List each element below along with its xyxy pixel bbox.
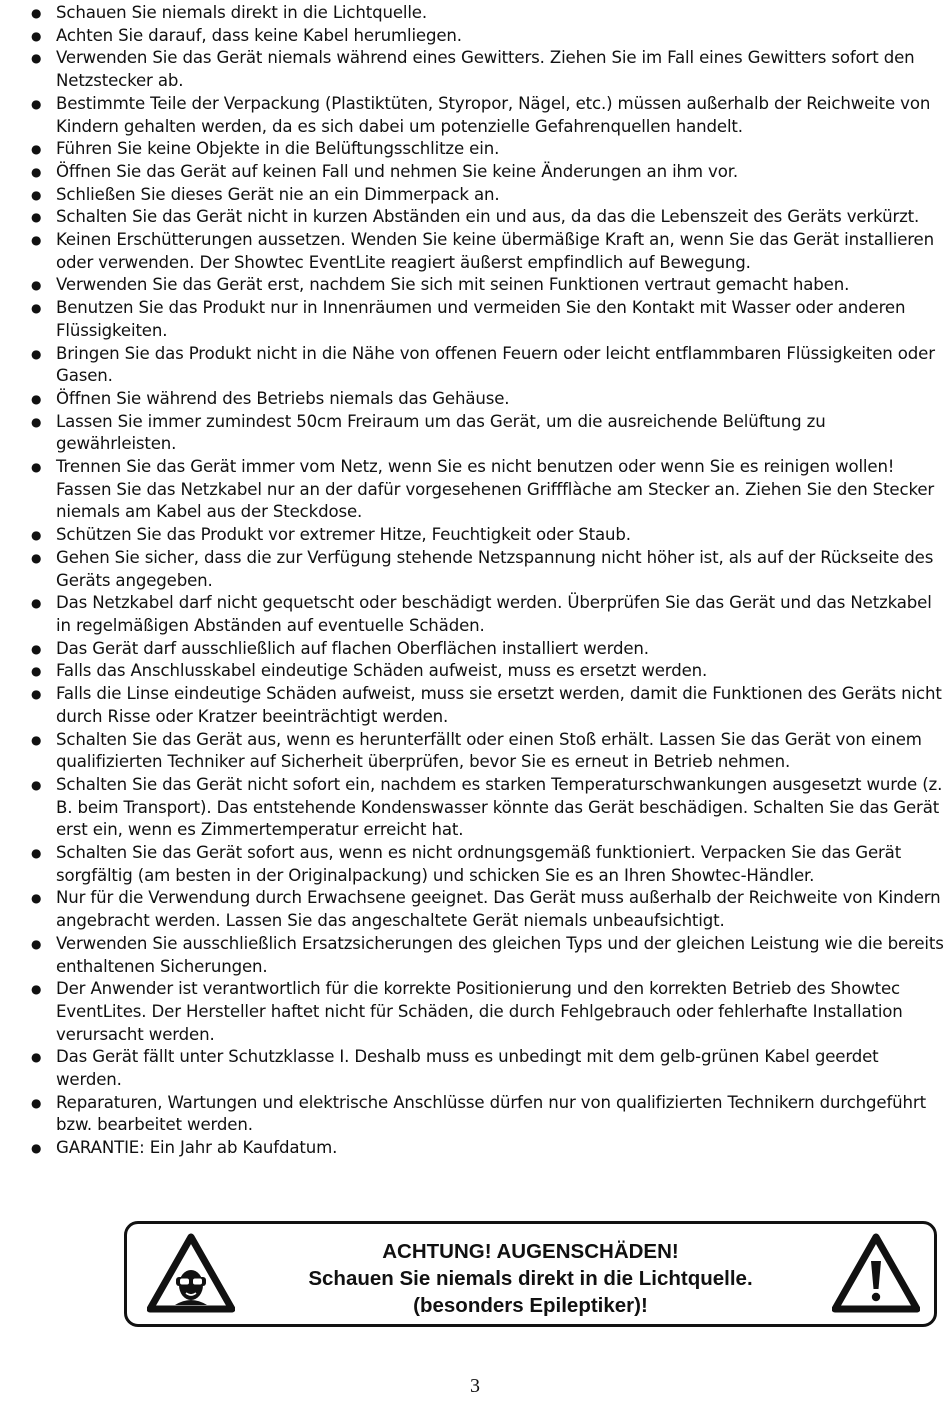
bullet-icon: ● bbox=[31, 460, 42, 475]
bullet-icon: ● bbox=[31, 1095, 42, 1110]
bullet-icon: ● bbox=[31, 6, 42, 20]
safety-item-text: Schauen Sie niemals direkt in die Lichtquelle. bbox=[56, 3, 427, 22]
safety-item-text: Achten Sie darauf, dass keine Kabel herumliegen. bbox=[56, 25, 462, 45]
safety-item-text: GARANTIE: Ein Jahr ab Kaufdatum. bbox=[56, 1138, 338, 1158]
bullet-icon: ● bbox=[31, 51, 42, 66]
safety-item-text: Schützen Sie das Produkt vor extremer Hitze, Feuchtigkeit oder Staub. bbox=[56, 525, 631, 545]
safety-item bbox=[30, 388, 944, 411]
bullet-icon: ● bbox=[31, 846, 42, 861]
safety-item bbox=[30, 683, 944, 728]
warning-line-3: (besonders Epileptiker)! bbox=[413, 1294, 648, 1317]
bullet-icon: ● bbox=[31, 550, 42, 565]
safety-item bbox=[30, 887, 944, 932]
safety-item-text: Reparaturen, Wartungen und elektrische Anschlüsse dürfen nur von qualifizierten Technikern durchgeführt bzw. bearbeitet werden. bbox=[56, 1092, 926, 1135]
safety-item-text: Verwenden Sie das Gerät erst, nachdem Sie sich mit seinen Funktionen vertraut gemacht haben. bbox=[56, 275, 850, 295]
safety-item bbox=[30, 411, 944, 456]
safety-item bbox=[30, 774, 944, 842]
safety-item-text: Bestimmte Teile der Verpackung (Plastiktüten, Styropor, Nägel, etc.) müssen außerhalb der Reichweite von Kindern gehalten werden, da es sich dabei um potenzielle Gefahrenquellen handelt. bbox=[56, 93, 931, 136]
safety-item bbox=[30, 47, 944, 92]
bullet-icon: ● bbox=[31, 687, 42, 702]
bullet-icon: ● bbox=[31, 982, 42, 997]
safety-item-text: Benutzen Sie das Produkt nur in Innenräumen und vermeiden Sie den Kontakt mit Wasser oder anderen Flüssigkeiten. bbox=[56, 298, 906, 340]
safety-item bbox=[30, 274, 944, 297]
page-number: 3 bbox=[470, 1375, 480, 1397]
safety-item-text: Verwenden Sie das Gerät niemals während eines Gewitters. Ziehen Sie im Fall eines Gewitters sofort den Netzstecker ab. bbox=[56, 48, 915, 91]
safety-item bbox=[30, 161, 944, 184]
safety-item-text: Keinen Erschütterungen aussetzen. Wenden Sie keine übermäßige Kraft an, wenn Sie das Gerät installieren oder verwenden. Der Showtec EventLite reagiert äußerst empfindlich auf Bewegung. bbox=[56, 230, 934, 272]
safety-item bbox=[30, 93, 944, 138]
bullet-icon: ● bbox=[31, 641, 42, 656]
safety-item bbox=[30, 343, 944, 388]
bullet-icon: ● bbox=[31, 96, 42, 111]
safety-item-text: Falls das Anschlusskabel eindeutige Schäden aufweist, muss es ersetzt werden. bbox=[56, 661, 708, 681]
safety-item-text: Lassen Sie immer zumindest 50cm Freiraum um das Gerät, um die ausreichende Belüftung zu gewährleisten. bbox=[56, 411, 826, 454]
safety-item bbox=[30, 933, 944, 978]
bullet-icon: ● bbox=[31, 391, 42, 406]
bullet-icon: ● bbox=[31, 414, 42, 429]
bullet-icon: ● bbox=[31, 596, 42, 611]
safety-item bbox=[30, 1137, 944, 1160]
safety-item-text: Öffnen Sie das Gerät auf keinen Fall und nehmen Sie keine Änderungen an ihm vor. bbox=[56, 161, 738, 181]
safety-item bbox=[30, 729, 944, 774]
bullet-icon: ● bbox=[31, 936, 42, 951]
safety-item-text: Schalten Sie das Gerät nicht in kurzen Abständen ein und aus, da das die Lebenszeit des Geräts verkürzt. bbox=[56, 207, 920, 227]
safety-item-text: Das Gerät darf ausschließlich auf flachen Oberflächen installiert werden. bbox=[56, 638, 649, 658]
safety-item bbox=[30, 297, 944, 342]
bullet-icon: ● bbox=[31, 732, 42, 747]
bullet-icon: ● bbox=[31, 233, 42, 248]
bullet-icon: ● bbox=[31, 891, 42, 906]
safety-item bbox=[30, 184, 944, 207]
bullet-icon: ● bbox=[31, 664, 42, 679]
safety-instructions-list bbox=[30, 2, 944, 1160]
bullet-icon: ● bbox=[31, 301, 42, 316]
bullet-icon: ● bbox=[31, 346, 42, 361]
safety-item-text: Schalten Sie das Gerät nicht sofort ein, nachdem es starken Temperaturschwankungen ausgesetzt wurde (z. B. beim Transport). Das entstehende Kondenswasser könnte das Gerät beschädigen. Schalten Sie das Gerät erst ein, wenn es Zimmertemperatur erreicht hat. bbox=[56, 774, 943, 840]
bullet-icon: ● bbox=[31, 278, 42, 293]
bullet-icon: ● bbox=[31, 142, 42, 157]
safety-item bbox=[30, 1046, 944, 1091]
safety-item-text: Schließen Sie dieses Gerät nie an ein Dimmerpack an. bbox=[56, 184, 500, 204]
safety-item bbox=[30, 842, 944, 887]
safety-item bbox=[30, 547, 944, 592]
safety-item-text: Das Netzkabel darf nicht gequetscht oder beschädigt werden. Überprüfen Sie das Gerät und das Netzkabel in regelmäßigen Abständen auf eventuelle Schäden. bbox=[56, 593, 932, 635]
safety-item-text: Trennen Sie das Gerät immer vom Netz, wenn Sie es nicht benutzen oder wenn Sie es reinigen wollen! Fassen Sie das Netzkabel nur an der dafür vorgesehenen Griffflàche am Stecker an. Ziehen Sie den Stecker niemals am Kabel aus der Steckdose. bbox=[56, 457, 935, 522]
safety-item-text: Verwenden Sie ausschließlich Ersatzsicherungen des gleichen Typs und der gleichen Leistung wie die bereits enthaltenen Sicherungen. bbox=[56, 933, 944, 976]
safety-item-text: Falls die Linse eindeutige Schäden aufweist, muss sie ersetzt werden, damit die Funktionen des Geräts nicht durch Risse oder Kratzer beeinträchtigt werden. bbox=[56, 684, 942, 726]
safety-item-text: Führen Sie keine Objekte in die Belüftungsschlitze ein. bbox=[56, 139, 500, 159]
eye-protection-warning-icon bbox=[147, 1233, 235, 1313]
safety-item-text: Gehen Sie sicher, dass die zur Verfügung stehende Netzspannung nicht höher ist, als auf der Rückseite des Geräts angegeben. bbox=[56, 547, 934, 590]
safety-item-text: Nur für die Verwendung durch Erwachsene geeignet. Das Gerät muss außerhalb der Reichweite von Kindern angebracht werden. Lassen Sie das angeschaltete Gerät niemals unbeaufsichtigt. bbox=[56, 888, 941, 931]
exclamation-warning-icon bbox=[832, 1233, 920, 1313]
bullet-icon: ● bbox=[31, 187, 42, 202]
safety-item bbox=[30, 978, 944, 1046]
eye-damage-warning-box bbox=[124, 1221, 937, 1327]
bullet-icon: ● bbox=[31, 164, 42, 179]
safety-item bbox=[30, 2, 944, 25]
warning-line-1: ACHTUNG! AUGENSCHÄDEN! bbox=[382, 1240, 679, 1263]
safety-item bbox=[30, 229, 944, 274]
safety-item-text: Bringen Sie das Produkt nicht in die Nähe von offenen Feuern oder leicht entflammbaren Flüssigkeiten oder Gasen. bbox=[56, 343, 935, 386]
warning-text bbox=[247, 1238, 814, 1319]
safety-item bbox=[30, 592, 944, 637]
bullet-icon: ● bbox=[31, 1141, 42, 1156]
safety-item bbox=[30, 25, 944, 48]
safety-item bbox=[30, 206, 944, 229]
bullet-icon: ● bbox=[31, 777, 42, 792]
bullet-icon: ● bbox=[31, 210, 42, 225]
safety-item-text: Schalten Sie das Gerät sofort aus, wenn es nicht ordnungsgemäß funktioniert. Verpacken Sie das Gerät sorgfältig (am besten in der Originalpackung) und schicken Sie es an Ihren Showtec-Händler. bbox=[56, 843, 902, 885]
bullet-icon: ● bbox=[31, 528, 42, 543]
safety-item bbox=[30, 660, 944, 683]
safety-item bbox=[30, 1092, 944, 1137]
warning-line-2: Schauen Sie niemals direkt in die Lichtquelle. bbox=[308, 1267, 753, 1290]
safety-item-text: Schalten Sie das Gerät aus, wenn es herunterfällt oder einen Stoß erhält. Lassen Sie das Gerät von einem qualifizierten Techniker auf Sicherheit überprüfen, bevor Sie es erneut in Betrieb nehmen. bbox=[56, 729, 922, 772]
bullet-icon: ● bbox=[31, 28, 42, 43]
bullet-icon: ● bbox=[31, 1050, 42, 1065]
safety-item bbox=[30, 638, 944, 661]
safety-item bbox=[30, 138, 944, 161]
safety-item-text: Das Gerät fällt unter Schutzklasse I. Deshalb muss es unbedingt mit dem gelb-grünen Kabel geerdet werden. bbox=[56, 1047, 879, 1090]
safety-item bbox=[30, 456, 944, 524]
safety-item bbox=[30, 524, 944, 547]
safety-item-text: Öffnen Sie während des Betriebs niemals das Gehäuse. bbox=[56, 388, 510, 408]
safety-item-text: Der Anwender ist verantwortlich für die korrekte Positionierung und den korrekten Betrieb des Showtec EventLites. Der Hersteller haftet nicht für Schäden, die durch Fehlgebrauch oder fehlerhafte Installation verursacht werden. bbox=[56, 979, 903, 1044]
